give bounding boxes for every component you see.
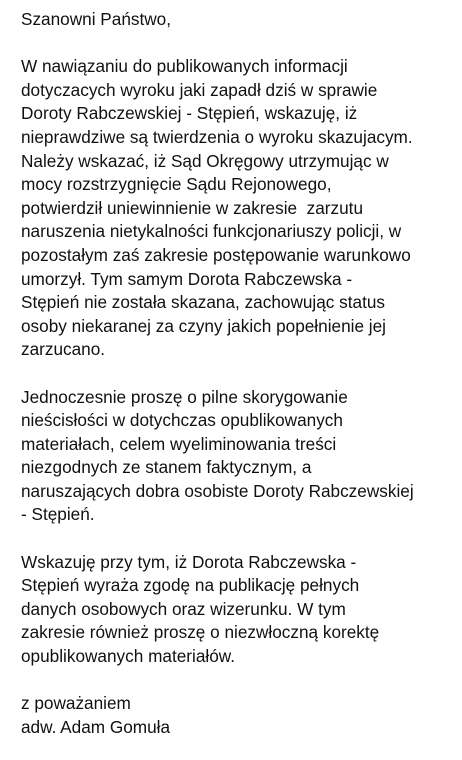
paragraph-line: Stępień wyraża zgodę na publikację pełnych xyxy=(21,575,360,596)
sign-off xyxy=(21,692,457,739)
paragraph-2 xyxy=(21,386,457,528)
paragraph-line: Jednoczesnie proszę o pilne skorygowanie xyxy=(21,386,348,407)
paragraph-line: Wskazuję przy tym, iż Dorota Rabczewska - xyxy=(21,551,357,572)
paragraph-line: naruszających dobra osobiste Doroty Rabczewskiej xyxy=(21,480,414,501)
paragraph-1 xyxy=(21,55,457,362)
closing-phrase: z poważaniem xyxy=(21,693,131,714)
greeting: Szanowni Państwo, xyxy=(21,9,171,29)
paragraph-line: opublikowanych materiałów. xyxy=(21,646,236,667)
paragraph-line: mocy rozstrzygnięcie Sądu Rejonowego, xyxy=(21,174,332,195)
paragraph-line: materiałach, celem wyeliminowania treści xyxy=(21,433,337,454)
paragraph-line: zarzucano. xyxy=(21,339,106,360)
paragraph-3 xyxy=(21,551,457,669)
paragraph-line: niezgodnych ze stanem faktycznym, a xyxy=(21,457,312,478)
signature: adw. Adam Gomuła xyxy=(21,716,171,737)
paragraph-line: potwierdził uniewinnienie w zakresie zarzutu xyxy=(21,197,364,218)
paragraph-line: Stępień nie została skazana, zachowując status xyxy=(21,292,386,313)
paragraph-line: osoby niekaranej za czyny jakich popełnienie jej xyxy=(21,315,386,336)
paragraph-line: nieścisłości w dotychczas opublikowanych xyxy=(21,410,343,431)
paragraph-line: - Stępień. xyxy=(21,504,95,525)
paragraph-line: danych osobowych oraz wizerunku. W tym xyxy=(21,598,346,619)
paragraph-line: Doroty Rabczewskiej - Stępień, wskazuję, iż xyxy=(21,103,358,124)
paragraph-line: W nawiązaniu do publikowanych informacji xyxy=(21,56,348,77)
paragraph-line: umorzył. Tym samym Dorota Rabczewska - xyxy=(21,268,353,289)
paragraph-line: naruszenia nietykalności funkcjonariuszy policji, w xyxy=(21,221,402,242)
paragraph-line: nieprawdziwe są twierdzenia o wyroku skazujacym. xyxy=(21,126,413,147)
paragraph-line: pozostałym zaś zakresie postępowanie warunkowo xyxy=(21,244,411,265)
letter-body xyxy=(21,8,457,739)
paragraph-line: dotyczacych wyroku jaki zapadł dziś w sprawie xyxy=(21,79,378,100)
paragraph-line: Należy wskazać, iż Sąd Okręgowy utrzymując w xyxy=(21,150,389,171)
paragraph-line: zakresie również proszę o niezwłoczną korektę xyxy=(21,622,380,643)
